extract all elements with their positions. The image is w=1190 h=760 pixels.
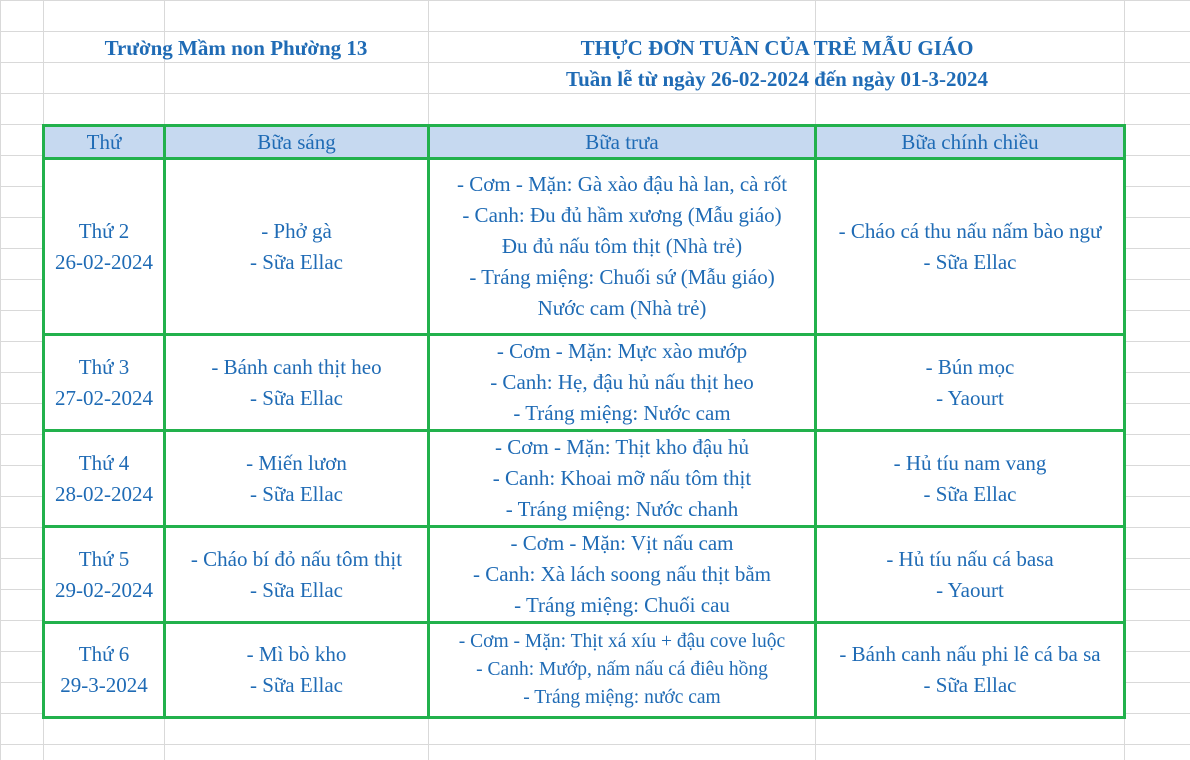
- weekly-menu-table: [42, 124, 1126, 719]
- menu-line: - Cơm - Mặn: Thịt kho đậu hủ: [495, 435, 749, 459]
- menu-line: - Sữa Ellac: [923, 481, 1017, 506]
- menu-line: - Sữa Ellac: [249, 385, 343, 410]
- menu-line: - Cơm - Mặn: Mực xào mướp: [496, 339, 748, 363]
- day-cell[interactable]: [44, 159, 165, 335]
- menu-line: - Phở gà: [261, 218, 332, 243]
- afternoon-cell[interactable]: [816, 431, 1125, 527]
- lunch-cell[interactable]: [429, 527, 816, 623]
- menu-line: - Canh: Xà lách soong nấu thịt bằm: [472, 562, 772, 586]
- col-header-day[interactable]: Thứ: [44, 126, 165, 159]
- menu-line: - Tráng miệng: nước cam: [523, 687, 721, 708]
- menu-line: - Yaourt: [936, 385, 1004, 410]
- menu-line: - Bánh canh thịt heo: [211, 354, 382, 379]
- col-header-lunch[interactable]: Bữa trưa: [429, 126, 816, 159]
- menu-line: - Bánh canh nấu phi lê cá ba sa: [839, 642, 1101, 666]
- menu-line: - Canh: Hẹ, đậu hủ nấu thịt heo: [490, 370, 754, 394]
- day-date: 29-3-2024: [60, 673, 148, 697]
- breakfast-cell[interactable]: [165, 527, 429, 623]
- menu-line: - Canh: Đu đủ hầm xương (Mẫu giáo): [462, 203, 782, 227]
- day-cell[interactable]: [44, 431, 165, 527]
- lunch-cell[interactable]: [429, 159, 816, 335]
- day-cell[interactable]: [44, 335, 165, 431]
- day-name: Thứ 4: [78, 450, 130, 475]
- day-name: Thứ 2: [78, 218, 130, 243]
- breakfast-cell[interactable]: [165, 159, 429, 335]
- table-row: [44, 335, 1125, 431]
- day-date: 26-02-2024: [55, 249, 153, 274]
- school-name: Trường Mầm non Phường 13: [104, 36, 368, 60]
- breakfast-cell[interactable]: [165, 431, 429, 527]
- menu-line: - Cơm - Mặn: Thịt xá xíu + đậu cove luộc: [458, 631, 786, 652]
- menu-line: - Mì bò kho: [246, 642, 347, 666]
- menu-line: - Cơm - Mặn: Gà xào đậu hà lan, cà rốt: [456, 172, 788, 196]
- day-date: 29-02-2024: [55, 577, 153, 602]
- table-row: [44, 431, 1125, 527]
- menu-line: - Canh: Mướp, nấm nấu cá điêu hồng: [476, 659, 768, 680]
- lunch-cell[interactable]: [429, 623, 816, 718]
- breakfast-cell[interactable]: [165, 623, 429, 718]
- afternoon-cell[interactable]: [816, 159, 1125, 335]
- lunch-cell[interactable]: [429, 335, 816, 431]
- menu-line: Nước cam (Nhà trẻ): [537, 296, 707, 320]
- day-name: Thứ 6: [78, 642, 130, 666]
- menu-line: - Sữa Ellac: [249, 673, 343, 697]
- menu-line: - Hủ tíu nam vang: [893, 450, 1047, 475]
- menu-line: - Tráng miệng: Nước cam: [513, 401, 731, 425]
- afternoon-cell[interactable]: [816, 527, 1125, 623]
- header-row: [44, 126, 1125, 159]
- menu-line: - Sữa Ellac: [249, 577, 343, 602]
- menu-line: - Sữa Ellac: [249, 481, 343, 506]
- menu-line: - Sữa Ellac: [249, 249, 343, 274]
- breakfast-cell[interactable]: [165, 335, 429, 431]
- menu-line: - Sữa Ellac: [923, 249, 1017, 274]
- col-header-breakfast[interactable]: Bữa sáng: [165, 126, 429, 159]
- menu-line: - Tráng miệng: Nước chanh: [505, 497, 739, 521]
- lunch-cell[interactable]: [429, 431, 816, 527]
- menu-line: - Tráng miệng: Chuối cau: [514, 593, 730, 617]
- day-cell[interactable]: [44, 623, 165, 718]
- day-date: 28-02-2024: [55, 481, 153, 506]
- menu-line: - Yaourt: [936, 577, 1004, 602]
- menu-line: - Sữa Ellac: [923, 673, 1017, 697]
- table-row: [44, 159, 1125, 335]
- menu-line: - Canh: Khoai mỡ nấu tôm thịt: [492, 466, 752, 490]
- afternoon-cell[interactable]: [816, 623, 1125, 718]
- menu-line: - Cháo bí đỏ nấu tôm thịt: [190, 546, 403, 571]
- menu-line: - Bún mọc: [925, 354, 1015, 379]
- day-date: 27-02-2024: [55, 385, 153, 410]
- col-header-afternoon[interactable]: Bữa chính chiều: [816, 126, 1125, 159]
- menu-title: THỰC ĐƠN TUẦN CỦA TRẺ MẪU GIÁO: [580, 36, 974, 60]
- menu-line: - Hủ tíu nấu cá basa: [886, 546, 1054, 571]
- table-row: [44, 623, 1125, 718]
- day-name: Thứ 5: [78, 546, 130, 571]
- menu-line: - Miến lươn: [246, 450, 347, 475]
- menu-line: - Tráng miệng: Chuối sứ (Mẫu giáo): [469, 265, 775, 289]
- menu-line: Đu đủ nấu tôm thịt (Nhà trẻ): [501, 234, 743, 258]
- table-row: [44, 527, 1125, 623]
- menu-line: - Cơm - Mặn: Vịt nấu cam: [510, 531, 734, 555]
- menu-subtitle: Tuần lễ từ ngày 26-02-2024 đến ngày 01-3-2024: [566, 67, 988, 91]
- menu-line: - Cháo cá thu nấu nấm bào ngư: [838, 218, 1102, 243]
- day-cell[interactable]: [44, 527, 165, 623]
- day-name: Thứ 3: [78, 354, 130, 379]
- afternoon-cell[interactable]: [816, 335, 1125, 431]
